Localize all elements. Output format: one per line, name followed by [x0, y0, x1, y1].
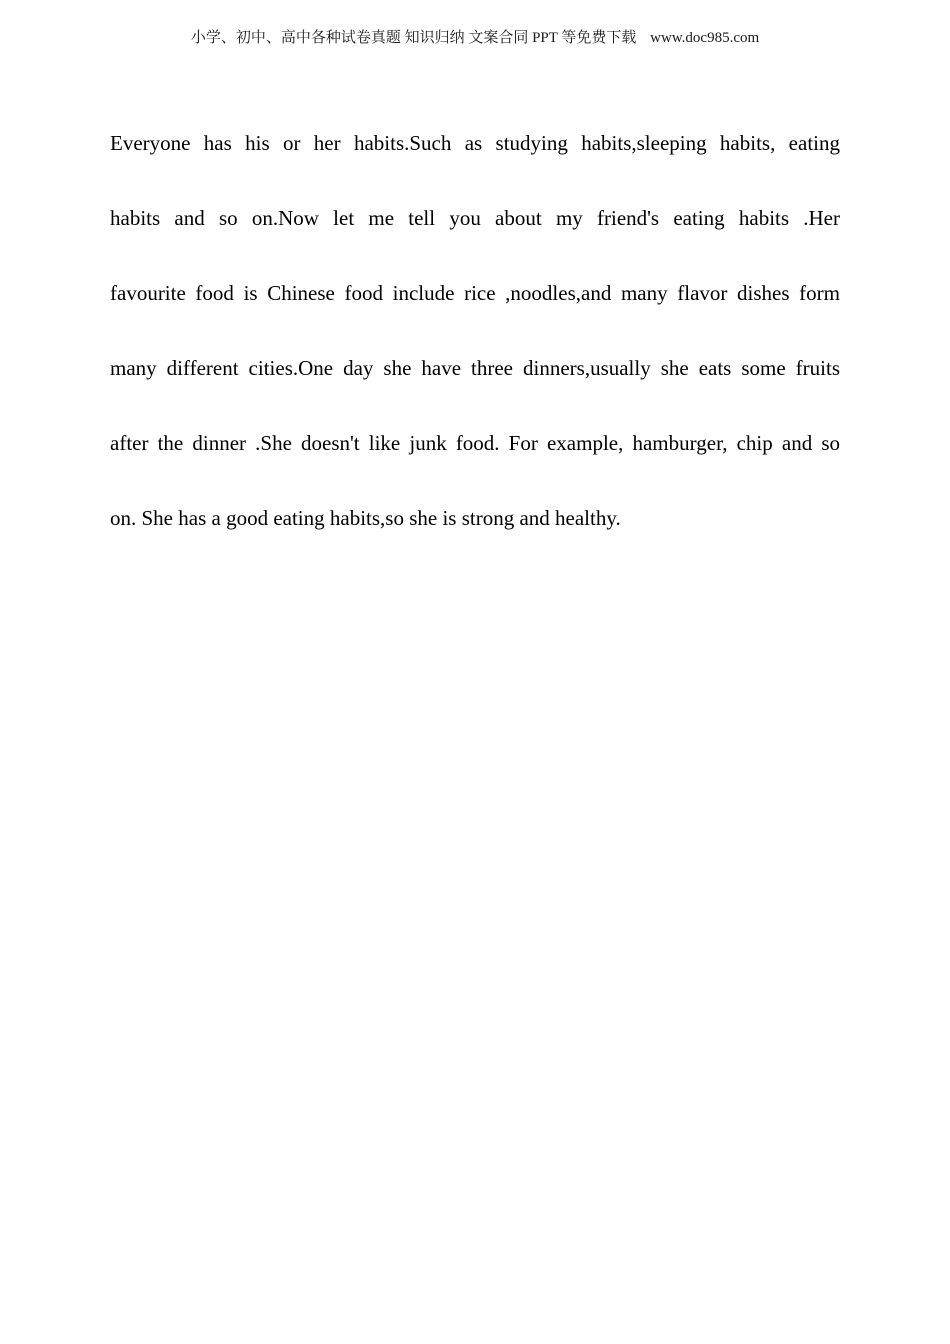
essay-line: habits and so on.Now let me tell you about my friend's eating habits .Her	[110, 206, 840, 230]
page-header	[0, 28, 950, 48]
header-text: 小学、初中、高中各种试卷真题 知识归纳 文案合同 PPT 等免费下载	[190, 30, 637, 46]
essay-line: after the dinner .She doesn't like junk food. For example, hamburger, chip and so	[110, 431, 840, 455]
essay-line: on. She has a good eating habits,so she is strong and healthy.	[110, 506, 621, 530]
essay-line: Everyone has his or her habits.Such as studying habits,sleeping habits, eating	[110, 131, 840, 155]
essay-line: many different cities.One day she have three dinners,usually she eats some fruits	[110, 356, 840, 380]
essay-line: favourite food is Chinese food include rice ,noodles,and many flavor dishes form	[110, 281, 840, 305]
essay-paragraph	[110, 106, 840, 556]
header-site-link[interactable]: www.doc985.com	[650, 30, 760, 46]
